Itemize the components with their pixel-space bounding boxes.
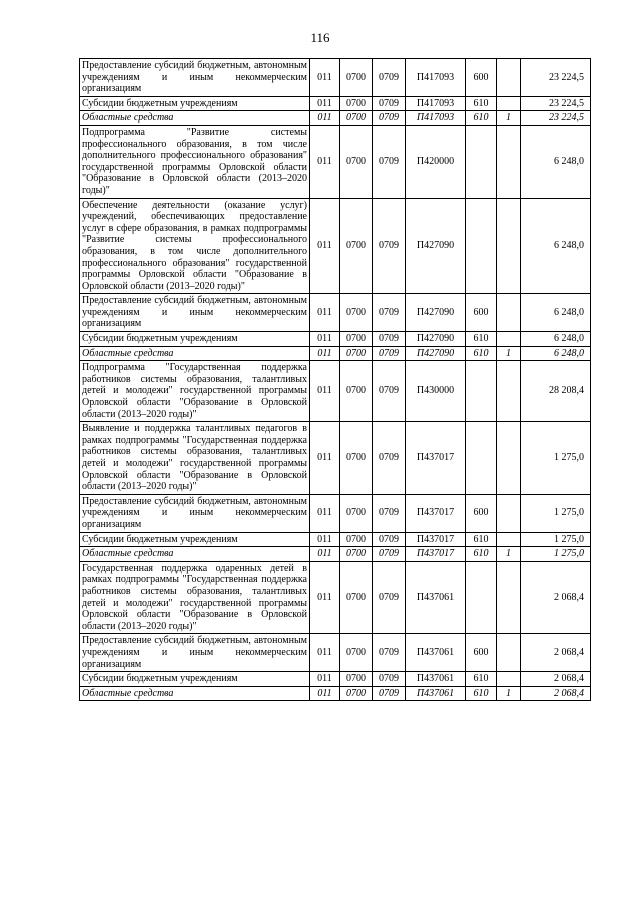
cell-exp-type: 610	[466, 532, 497, 547]
cell-exp-type: 600	[466, 59, 497, 97]
cell-amount: 1 275,0	[521, 422, 591, 495]
cell-source: 1	[497, 111, 521, 126]
cell-section: 0700	[340, 361, 373, 422]
cell-name: Подпрограмма "Развитие системы профессионального образования, в том числе дополнительного профессионального образования" государственной программы Орловской области "Образование в Орловской области (2013–2020 годы)"	[80, 125, 310, 198]
cell-code: 011	[310, 346, 340, 361]
cell-subsection: 0709	[373, 532, 406, 547]
cell-article: П437017	[406, 494, 466, 532]
cell-subsection: 0709	[373, 198, 406, 294]
cell-name: Выявление и поддержка талантливых педагогов в рамках подпрограммы "Государственная поддержка работников системы образования, талантливых детей и молодежи" государственной программы Орловской области "Образование в Орловской области (2013–2020 годы)"	[80, 422, 310, 495]
cell-amount: 23 224,5	[521, 96, 591, 111]
cell-article: П437017	[406, 422, 466, 495]
cell-article: П427090	[406, 332, 466, 347]
cell-exp-type: 610	[466, 547, 497, 562]
cell-article: П437017	[406, 547, 466, 562]
table-row	[80, 96, 591, 111]
cell-exp-type: 610	[466, 672, 497, 687]
table-row	[80, 361, 591, 422]
cell-section: 0700	[340, 686, 373, 701]
cell-exp-type	[466, 361, 497, 422]
cell-subsection: 0709	[373, 672, 406, 687]
cell-amount: 23 224,5	[521, 59, 591, 97]
cell-name: Областные средства	[80, 111, 310, 126]
budget-table	[79, 58, 591, 701]
cell-article: П437061	[406, 561, 466, 634]
cell-code: 011	[310, 561, 340, 634]
table-row	[80, 111, 591, 126]
cell-name: Предоставление субсидий бюджетным, автономным учреждениям и иным некоммерческим организациям	[80, 494, 310, 532]
cell-amount: 28 208,4	[521, 361, 591, 422]
cell-exp-type: 610	[466, 686, 497, 701]
cell-subsection: 0709	[373, 634, 406, 672]
cell-subsection: 0709	[373, 561, 406, 634]
cell-exp-type: 610	[466, 346, 497, 361]
cell-section: 0700	[340, 111, 373, 126]
cell-section: 0700	[340, 634, 373, 672]
cell-name: Областные средства	[80, 547, 310, 562]
cell-name: Предоставление субсидий бюджетным, автономным учреждениям и иным некоммерческим организациям	[80, 294, 310, 332]
cell-source	[497, 672, 521, 687]
cell-source	[497, 361, 521, 422]
cell-subsection: 0709	[373, 96, 406, 111]
cell-name: Государственная поддержка одаренных детей в рамках подпрограммы "Государственная поддержка работников системы образования, талантливых детей и молодежи" государственной программы Орловской области "Образование в Орловской области (2013–2020 годы)"	[80, 561, 310, 634]
cell-name: Субсидии бюджетным учреждениям	[80, 332, 310, 347]
cell-source	[497, 198, 521, 294]
cell-code: 011	[310, 332, 340, 347]
cell-code: 011	[310, 672, 340, 687]
cell-exp-type: 600	[466, 294, 497, 332]
cell-amount: 23 224,5	[521, 111, 591, 126]
table-row	[80, 561, 591, 634]
cell-amount: 6 248,0	[521, 294, 591, 332]
cell-exp-type: 610	[466, 111, 497, 126]
cell-code: 011	[310, 96, 340, 111]
cell-name: Областные средства	[80, 686, 310, 701]
budget-table-body	[80, 59, 591, 701]
table-row	[80, 422, 591, 495]
cell-source	[497, 294, 521, 332]
cell-subsection: 0709	[373, 111, 406, 126]
cell-source	[497, 96, 521, 111]
cell-section: 0700	[340, 346, 373, 361]
cell-code: 011	[310, 361, 340, 422]
cell-amount: 1 275,0	[521, 547, 591, 562]
table-row	[80, 494, 591, 532]
cell-section: 0700	[340, 561, 373, 634]
table-row	[80, 672, 591, 687]
cell-source	[497, 494, 521, 532]
cell-section: 0700	[340, 422, 373, 495]
cell-article: П417093	[406, 59, 466, 97]
cell-name: Подпрограмма "Государственная поддержка работников системы образования, талантливых детей и молодежи" государственной программы Орловской области "Образование в Орловской области (2013–2020 годы)"	[80, 361, 310, 422]
cell-exp-type: 600	[466, 634, 497, 672]
cell-source	[497, 422, 521, 495]
cell-amount: 2 068,4	[521, 672, 591, 687]
cell-source	[497, 561, 521, 634]
cell-source	[497, 634, 521, 672]
cell-subsection: 0709	[373, 361, 406, 422]
cell-amount: 6 248,0	[521, 125, 591, 198]
page-number: 116	[310, 30, 330, 45]
cell-section: 0700	[340, 125, 373, 198]
cell-section: 0700	[340, 96, 373, 111]
table-row	[80, 125, 591, 198]
table-row	[80, 547, 591, 562]
cell-article: П427090	[406, 294, 466, 332]
cell-code: 011	[310, 59, 340, 97]
cell-amount: 6 248,0	[521, 198, 591, 294]
cell-code: 011	[310, 294, 340, 332]
cell-name: Обеспечение деятельности (оказание услуг) учреждений, обеспечивающих предоставление услуг в сфере образования, в рамках подпрограммы "Развитие системы профессионального образования, в том числе дополнительного профессионального образования" государственной программы Орловской области "Образование в Орловской области (2013–2020 годы)"	[80, 198, 310, 294]
cell-code: 011	[310, 422, 340, 495]
table-row	[80, 198, 591, 294]
cell-source	[497, 332, 521, 347]
cell-source: 1	[497, 547, 521, 562]
cell-source	[497, 125, 521, 198]
cell-article: П417093	[406, 96, 466, 111]
cell-amount: 2 068,4	[521, 686, 591, 701]
cell-article: П427090	[406, 198, 466, 294]
table-row	[80, 332, 591, 347]
cell-source: 1	[497, 346, 521, 361]
cell-code: 011	[310, 125, 340, 198]
cell-subsection: 0709	[373, 332, 406, 347]
cell-exp-type	[466, 125, 497, 198]
cell-code: 011	[310, 532, 340, 547]
cell-name: Предоставление субсидий бюджетным, автономным учреждениям и иным некоммерческим организациям	[80, 59, 310, 97]
cell-name: Субсидии бюджетным учреждениям	[80, 672, 310, 687]
cell-source	[497, 532, 521, 547]
cell-name: Субсидии бюджетным учреждениям	[80, 96, 310, 111]
cell-subsection: 0709	[373, 125, 406, 198]
table-row	[80, 59, 591, 97]
cell-exp-type: 610	[466, 96, 497, 111]
cell-article: П437061	[406, 634, 466, 672]
cell-subsection: 0709	[373, 294, 406, 332]
cell-section: 0700	[340, 672, 373, 687]
cell-section: 0700	[340, 332, 373, 347]
cell-article: П430000	[406, 361, 466, 422]
cell-amount: 1 275,0	[521, 532, 591, 547]
cell-article: П437061	[406, 686, 466, 701]
cell-amount: 2 068,4	[521, 634, 591, 672]
cell-amount: 6 248,0	[521, 346, 591, 361]
cell-exp-type	[466, 198, 497, 294]
cell-subsection: 0709	[373, 494, 406, 532]
cell-subsection: 0709	[373, 346, 406, 361]
cell-code: 011	[310, 686, 340, 701]
cell-exp-type	[466, 422, 497, 495]
cell-section: 0700	[340, 532, 373, 547]
cell-code: 011	[310, 111, 340, 126]
cell-exp-type: 610	[466, 332, 497, 347]
cell-section: 0700	[340, 198, 373, 294]
cell-article: П437017	[406, 532, 466, 547]
cell-section: 0700	[340, 294, 373, 332]
cell-amount: 1 275,0	[521, 494, 591, 532]
cell-code: 011	[310, 634, 340, 672]
table-row	[80, 634, 591, 672]
cell-source	[497, 59, 521, 97]
cell-code: 011	[310, 198, 340, 294]
cell-exp-type: 600	[466, 494, 497, 532]
cell-article: П437061	[406, 672, 466, 687]
cell-source: 1	[497, 686, 521, 701]
table-row	[80, 686, 591, 701]
cell-subsection: 0709	[373, 422, 406, 495]
cell-name: Предоставление субсидий бюджетным, автономным учреждениям и иным некоммерческим организациям	[80, 634, 310, 672]
cell-amount: 2 068,4	[521, 561, 591, 634]
cell-section: 0700	[340, 547, 373, 562]
cell-subsection: 0709	[373, 547, 406, 562]
cell-name: Субсидии бюджетным учреждениям	[80, 532, 310, 547]
cell-amount: 6 248,0	[521, 332, 591, 347]
cell-subsection: 0709	[373, 686, 406, 701]
table-row	[80, 294, 591, 332]
cell-subsection: 0709	[373, 59, 406, 97]
cell-article: П417093	[406, 111, 466, 126]
cell-code: 011	[310, 494, 340, 532]
cell-exp-type	[466, 561, 497, 634]
cell-code: 011	[310, 547, 340, 562]
cell-section: 0700	[340, 494, 373, 532]
table-row	[80, 532, 591, 547]
cell-section: 0700	[340, 59, 373, 97]
cell-article: П427090	[406, 346, 466, 361]
cell-name: Областные средства	[80, 346, 310, 361]
table-row	[80, 346, 591, 361]
cell-article: П420000	[406, 125, 466, 198]
